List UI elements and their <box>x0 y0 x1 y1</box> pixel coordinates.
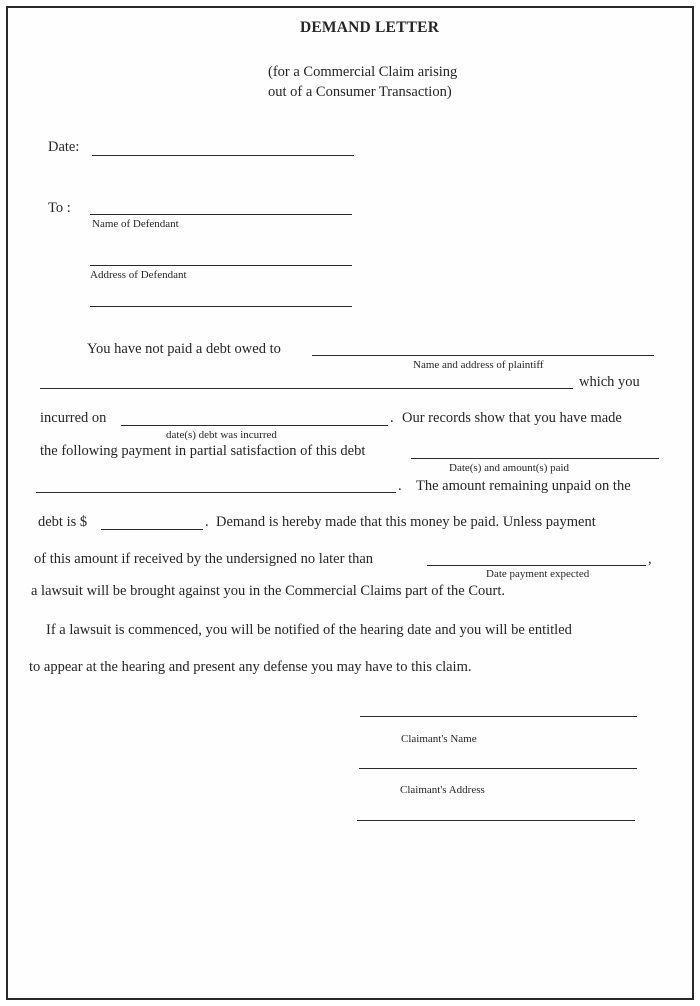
defendant-name-field[interactable] <box>90 214 352 215</box>
plaintiff-field-2[interactable] <box>40 388 573 389</box>
period-2: . <box>398 478 402 494</box>
our-records-text: Our records show that you have made <box>402 410 622 426</box>
debt-is-text: debt is $ <box>38 514 88 530</box>
claimant-name-caption: Claimant's Name <box>401 733 477 745</box>
claimant-address-field-1[interactable] <box>359 768 637 769</box>
period-1: . <box>390 410 394 426</box>
payment-field-2[interactable] <box>36 492 396 493</box>
plaintiff-caption: Name and address of plaintiff <box>413 359 544 371</box>
following-payment-text: the following payment in partial satisfaction of this debt <box>40 443 366 459</box>
claimant-address-field-2[interactable] <box>357 820 635 821</box>
defendant-address-caption: Address of Defendant <box>90 269 187 281</box>
date-field[interactable] <box>92 155 354 156</box>
date-incurred-field[interactable] <box>121 425 388 426</box>
of-this-amount-text: of this amount if received by the undersigned no later than <box>34 551 374 567</box>
incurred-on-text: incurred on <box>40 410 107 426</box>
demand-made-text: Demand is hereby made that this money be paid. Unless payment <box>216 514 596 530</box>
defendant-address-field-1[interactable] <box>90 265 352 266</box>
plaintiff-field-1[interactable] <box>312 355 654 356</box>
lawsuit-text: a lawsuit will be brought against you in the Commercial Claims part of the Court. <box>31 583 505 599</box>
form-title: DEMAND LETTER <box>300 19 440 36</box>
lawsuit-notice-line2: to appear at the hearing and present any defense you may have to this claim. <box>29 659 472 675</box>
to-label: To : <box>48 200 71 216</box>
period-3: . <box>205 514 209 530</box>
form-subtitle-line1: (for a Commercial Claim arising <box>268 64 458 80</box>
payment-caption: Date(s) and amount(s) paid <box>449 462 570 474</box>
form-subtitle-line2: out of a Consumer Transaction) <box>268 84 452 100</box>
amount-remaining-text: The amount remaining unpaid on the <box>416 478 631 494</box>
date-label: Date: <box>48 139 80 155</box>
debt-owed-text: You have not paid a debt owed to <box>87 341 281 357</box>
which-you-text: which you <box>579 374 640 390</box>
defendant-address-field-2[interactable] <box>90 306 352 307</box>
claimant-address-caption: Claimant's Address <box>400 784 485 796</box>
debt-amount-field[interactable] <box>101 529 203 530</box>
payment-field-1[interactable] <box>411 458 659 459</box>
payment-expected-field[interactable] <box>427 565 646 566</box>
claimant-name-field[interactable] <box>360 716 637 717</box>
lawsuit-notice-line1: If a lawsuit is commenced, you will be notified of the hearing date and you will be entitled <box>46 622 572 638</box>
comma: , <box>648 551 652 567</box>
defendant-name-caption: Name of Defendant <box>92 218 179 230</box>
date-incurred-caption: date(s) debt was incurred <box>166 429 277 441</box>
expected-caption: Date payment expected <box>486 568 590 580</box>
